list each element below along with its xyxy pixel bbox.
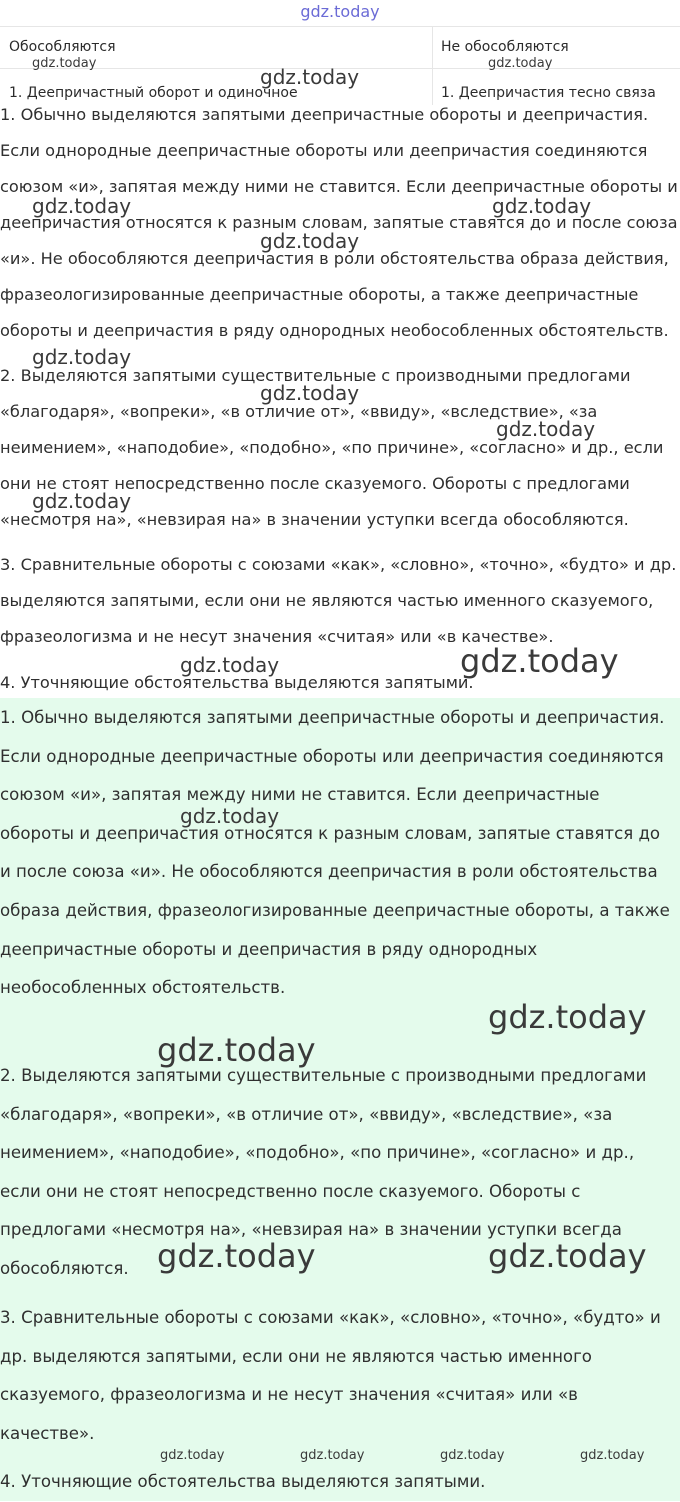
- watermark: gdz.today: [260, 381, 360, 405]
- watermark: gdz.today: [488, 998, 647, 1036]
- watermark: gdz.today: [300, 1448, 365, 1463]
- watermark: gdz.today: [32, 194, 132, 218]
- answer-paragraph-3: 3. Сравнительные обороты с союзами «как», «словно», «точно», «будто» и др. выделяются запятыми, если они не являются частью именного сказуемого, фразеологизма и не несут значения «считая» или «в качестве».: [0, 555, 677, 646]
- watermark: gdz.today: [496, 417, 596, 441]
- green-paragraph-1: 1. Обычно выделяются запятыми деепричастные обороты и деепричастия. Если однородные деепричастные обороты или деепричастия соединяются союзом «и», запятая между ними не ставится. Если деепричастные обороты и деепричастия относятся к разным словам, запятые ставятся до и после союза «и». Не обособляются деепричастия в роли обстоятельства образа действия, фразеологизированные деепричастные обороты, а также деепричастные обороты и деепричастия в ряду однородных необособленных обстоятельств.: [0, 708, 670, 998]
- answer-paragraph-2: 2. Выделяются запятыми существительные с производными предлогами «благодаря», «вопреки», «в отличие от», «ввиду», «вследствие», «за неимением», «наподобие», «подобно», «по причине», «согласно» и др., если они не стоят непосредственно после сказуемого. Обороты с предлогами «несмотря на», «невзирая на» в значении уступки всегда обособляются.: [0, 366, 664, 529]
- watermark: gdz.today: [32, 345, 132, 369]
- watermark: gdz.today: [488, 56, 553, 71]
- watermark: gdz.today: [440, 1448, 505, 1463]
- green-paragraph-3: 3. Сравнительные обороты с союзами «как», «словно», «точно», «будто» и др. выделяются запятыми, если они не являются частью именного сказуемого, фразеологизма и не несут значения «считая» или «в качестве».: [0, 1308, 661, 1443]
- watermark: gdz.today: [32, 56, 97, 71]
- site-watermark-top[interactable]: gdz.today: [300, 2, 380, 21]
- watermark: gdz.today: [460, 642, 619, 680]
- table-cell-right: 1. Деепричастия тесно связа: [441, 85, 656, 101]
- watermark: gdz.today: [157, 1031, 316, 1069]
- answer-paragraph-1: 1. Обычно выделяются запятыми деепричастные обороты и деепричастия. Если однородные деепричастные обороты или деепричастия соединяются союзом «и», запятая между ними не ставится. Если деепричастные обороты и деепричастия относятся к разным словам, запятые ставятся до и после союза «и». Не обособляются деепричастия в роли обстоятельства образа действия, фразеологизированные деепричастные обороты, а также деепричастные обороты и деепричастия в ряду однородных необособленных обстоятельств.: [0, 105, 678, 340]
- watermark: gdz.today: [260, 65, 360, 89]
- watermark: gdz.today: [160, 1448, 225, 1463]
- watermark: gdz.today: [492, 194, 592, 218]
- watermark: gdz.today: [580, 1448, 645, 1463]
- green-paragraph-2: 2. Выделяются запятыми существительные с производными предлогами «благодаря», «вопреки», «в отличие от», «ввиду», «вследствие», «за неимением», «наподобие», «подобно», «по причине», «согласно» и др., если они не стоят непосредственно после сказуемого. Обороты с предлогами «несмотря на», «невзирая на» в значении уступки всегда обособляются.: [0, 1066, 647, 1278]
- watermark: gdz.today: [260, 229, 360, 253]
- watermark: gdz.today: [180, 804, 280, 828]
- watermark: gdz.today: [180, 653, 280, 677]
- table-header-left: Обособляются: [9, 39, 116, 55]
- green-paragraph-4: 4. Уточняющие обстоятельства выделяются запятыми.: [0, 1472, 486, 1491]
- watermark: gdz.today: [32, 489, 132, 513]
- table-header-right: Не обособляются: [441, 39, 569, 55]
- watermark: gdz.today: [157, 1237, 316, 1275]
- table-divider-vertical: [432, 27, 433, 105]
- table-cell-left: 1. Деепричастный оборот и одиночное: [9, 85, 298, 101]
- watermark: gdz.today: [488, 1237, 647, 1275]
- answer-paragraph-4: 4. Уточняющие обстоятельства выделяются запятыми.: [0, 673, 474, 692]
